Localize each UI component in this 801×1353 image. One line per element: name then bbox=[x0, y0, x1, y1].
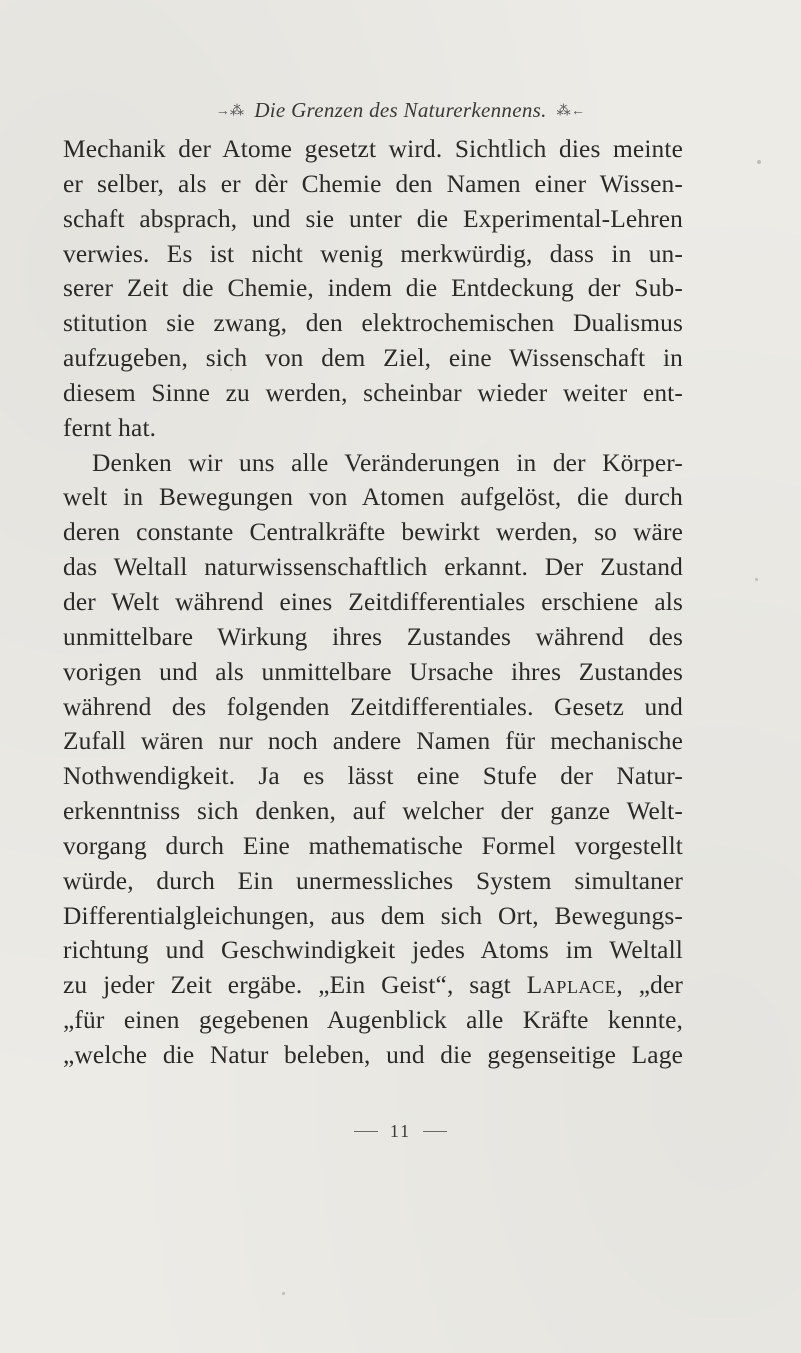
page-number-value: 11 bbox=[389, 1121, 412, 1141]
paragraph-start-line: Denken wir uns alle Veränderungen in der Körper- bbox=[92, 448, 683, 477]
paper-speck bbox=[757, 160, 761, 164]
text-line: „welche die Natur beleben, und die gegenseitige Lage bbox=[63, 1040, 683, 1069]
text-line: „für einen gegebenen Augenblick alle Kräfte kennte, bbox=[63, 1006, 683, 1035]
text-line: das Weltall naturwissenschaftlich erkannt. Der Zustand bbox=[63, 553, 683, 582]
running-header bbox=[0, 98, 801, 123]
author-name: Laplace bbox=[526, 971, 617, 1000]
text-line: Mechanik der Atome gesetzt wird. Sichtlich dies meinte bbox=[63, 135, 683, 163]
text-line: stitution sie zwang, den elektrochemischen Dualismus bbox=[63, 309, 683, 338]
text-line: erkenntniss sich denken, auf welcher der ganze Welt- bbox=[63, 797, 683, 826]
text-line: vorigen und als unmittelbare Ursache ihres Zustandes bbox=[63, 657, 683, 686]
text-line: fernt hat. bbox=[63, 413, 157, 442]
text-line: welt in Bewegungen von Atomen aufgelöst, die durch bbox=[63, 483, 683, 512]
text-line: richtung und Geschwindigkeit jedes Atoms im Weltall bbox=[63, 936, 683, 965]
text-line: der Welt während eines Zeitdifferentiales erschiene als bbox=[63, 587, 683, 616]
page-number bbox=[0, 1121, 801, 1142]
text-line: Differentialgleichungen, aus dem sich Ort, Bewegungs- bbox=[63, 901, 683, 930]
text-line: während des folgenden Zeitdifferentiales. Gesetz und bbox=[63, 692, 683, 721]
text-line: er selber, als er dèr Chemie den Namen einer Wissen- bbox=[63, 169, 683, 198]
ornament-right-icon: ⁂← bbox=[556, 104, 586, 119]
text-line: würde, durch Ein unermessliches System simultaner bbox=[63, 866, 683, 895]
text-line: aufzugeben, sich von dem Ziel, eine Wissenschaft in bbox=[63, 344, 683, 373]
text-fragment: zu jeder Zeit ergäbe. „Ein Geist“, sagt bbox=[63, 971, 527, 1000]
text-line: verwies. Es ist nicht wenig merkwürdig, dass in un- bbox=[63, 239, 683, 268]
text-line: serer Zeit die Chemie, indem die Entdeckung der Sub- bbox=[63, 274, 683, 303]
text-line-laplace bbox=[63, 968, 683, 1003]
folio-dash-left bbox=[354, 1131, 378, 1132]
ornament-left-icon: →⁂ bbox=[215, 104, 245, 119]
paper-speck bbox=[282, 1292, 285, 1295]
paper-speck bbox=[230, 369, 232, 371]
folio-dash-right bbox=[423, 1131, 447, 1132]
text-line: unmittelbare Wirkung ihres Zustandes während des bbox=[63, 622, 683, 651]
running-header-title: Die Grenzen des Naturerkennens. bbox=[254, 98, 547, 122]
text-line: schaft absprach, und sie unter die Experimental-Lehren bbox=[63, 204, 683, 233]
text-line: vorgang durch Eine mathematische Formel vorgestellt bbox=[63, 831, 683, 860]
text-line: Nothwendigkeit. Ja es lässt eine Stufe der Natur- bbox=[63, 762, 683, 791]
text-line: diesem Sinne zu werden, scheinbar wieder weiter ent- bbox=[63, 378, 683, 407]
paper-speck bbox=[755, 578, 758, 581]
text-line: Zufall wären nur noch andere Namen für mechanische bbox=[63, 727, 683, 756]
text-fragment: , „der bbox=[616, 971, 683, 1000]
body-text bbox=[63, 132, 683, 1073]
text-line: deren constante Centralkräfte bewirkt werden, so wäre bbox=[63, 518, 683, 547]
